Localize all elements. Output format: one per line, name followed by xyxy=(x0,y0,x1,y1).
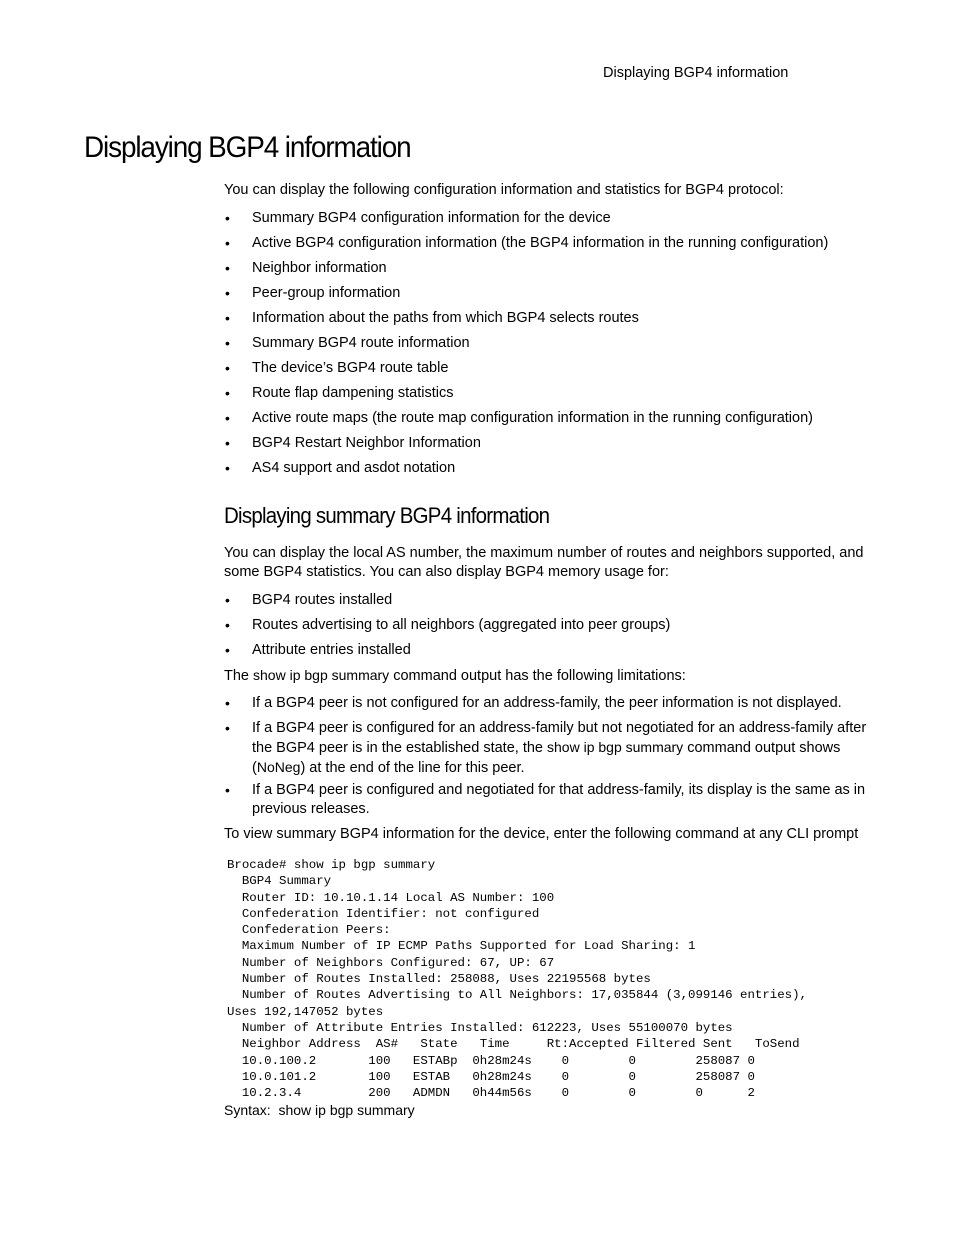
list-item: • BGP4 Restart Neighbor Information xyxy=(225,435,481,451)
syntax-command: show ip bgp summary xyxy=(278,1102,415,1118)
code-line: 10.0.101.2 100 ESTAB 0h28m24s 0 0 258087 0 xyxy=(227,1069,755,1084)
bullet-icon: • xyxy=(225,360,230,376)
code-line: Maximum Number of IP ECMP Paths Supported for Load Sharing: 1 xyxy=(227,939,696,954)
list-item: • Route flap dampening statistics xyxy=(225,385,454,401)
code-line: 10.0.100.2 100 ESTABp 0h28m24s 0 0 258087 0 xyxy=(227,1053,755,1068)
command-text: show ip bgp summary xyxy=(253,667,390,683)
list-item: • If a BGP4 peer is configured and negotiated for that address-family, its display is the same as in previous releases. xyxy=(225,782,866,817)
list-item: • If a BGP4 peer is configured for an address-family but not negotiated for an address-family after the BGP4 peer is in the established state, the show ip bgp summary command output shows (NoNeg) at the end of the line for this peer. xyxy=(225,720,867,776)
noneg-text: NoNeg xyxy=(256,759,301,775)
bullet-icon: • xyxy=(225,782,230,798)
code-line: Number of Routes Advertising to All Neighbors: 17,035844 (3,099146 entries), xyxy=(227,988,807,1003)
code-line: Confederation Identifier: not configured xyxy=(227,906,540,921)
syntax-line xyxy=(224,1102,415,1118)
code-line: Number of Neighbors Configured: 67, UP: 67 xyxy=(227,955,555,970)
bullet-icon: • xyxy=(225,720,230,736)
code-line: 10.2.3.4 200 ADMDN 0h44m56s 0 0 0 2 xyxy=(227,1086,755,1101)
list-item: • The device’s BGP4 route table xyxy=(225,360,449,376)
bullet-icon: • xyxy=(225,285,230,301)
bullet-icon: • xyxy=(225,410,230,426)
memory-list xyxy=(224,591,874,666)
bullet-icon: • xyxy=(225,460,230,476)
section-title: Displaying summary BGP4 information xyxy=(224,503,550,528)
bullet-icon: • xyxy=(225,592,230,608)
section-intro-paragraph: You can display the local AS number, the maximum number of routes and neighbors supported, and some BGP4 statistics. You can also display BGP4 memory usage for: xyxy=(224,545,864,580)
list-item: • Summary BGP4 route information xyxy=(225,335,470,351)
list-item: • Information about the paths from which BGP4 selects routes xyxy=(225,310,639,326)
list-item: • Routes advertising to all neighbors (aggregated into peer groups) xyxy=(225,617,671,633)
view-paragraph: To view summary BGP4 information for the device, enter the following command at any CLI prompt xyxy=(224,826,859,842)
list-item: • Active route maps (the route map configuration information in the running configuration) xyxy=(225,410,813,426)
code-line: Number of Routes Installed: 258088, Uses 22195568 bytes xyxy=(227,972,651,987)
code-line: Confederation Peers: xyxy=(227,923,391,938)
info-list xyxy=(224,209,874,484)
list-item: • AS4 support and asdot notation xyxy=(225,460,456,476)
intro-paragraph: You can display the following configuration information and statistics for BGP4 protocol: xyxy=(224,182,784,198)
list-item: • Neighbor information xyxy=(225,260,387,276)
list-item: • Summary BGP4 configuration information for the device xyxy=(225,210,611,226)
list-item: • If a BGP4 peer is not configured for an address-family, the peer information is not displayed. xyxy=(225,695,842,711)
bullet-icon: • xyxy=(225,235,230,251)
list-item: • BGP4 routes installed xyxy=(225,592,393,608)
list-item: • Active BGP4 configuration information (the BGP4 information in the running configuration) xyxy=(225,235,829,251)
page-title: Displaying BGP4 information xyxy=(84,131,411,164)
code-line: Brocade# show ip bgp summary xyxy=(227,858,436,872)
limitations-list xyxy=(224,694,874,825)
code-line: Uses 192,147052 bytes xyxy=(227,1004,384,1019)
syntax-label: Syntax: xyxy=(224,1102,271,1118)
code-line: BGP4 Summary xyxy=(227,874,332,889)
code-line: Router ID: 10.10.1.14 Local AS Number: 100 xyxy=(227,890,555,905)
list-item: • Peer-group information xyxy=(225,285,401,301)
bullet-icon: • xyxy=(225,310,230,326)
code-line: Neighbor Address AS# State Time Rt:Accepted Filtered Sent ToSend xyxy=(227,1037,800,1052)
bullet-icon: • xyxy=(225,435,230,451)
limitations-paragraph: The show ip bgp summary command output has the following limitations: xyxy=(224,667,686,684)
bullet-icon: • xyxy=(225,695,230,711)
command-text: show ip bgp summary xyxy=(547,739,684,755)
bullet-icon: • xyxy=(225,642,230,658)
code-line: Number of Attribute Entries Installed: 612223, Uses 55100070 bytes xyxy=(227,1020,733,1035)
bullet-icon: • xyxy=(225,385,230,401)
cli-output xyxy=(227,857,807,1101)
bullet-icon: • xyxy=(225,210,230,226)
list-item: • Attribute entries installed xyxy=(225,642,411,658)
bullet-icon: • xyxy=(225,260,230,276)
running-header: Displaying BGP4 information xyxy=(603,65,789,81)
bullet-icon: • xyxy=(225,617,230,633)
bullet-icon: • xyxy=(225,335,230,351)
